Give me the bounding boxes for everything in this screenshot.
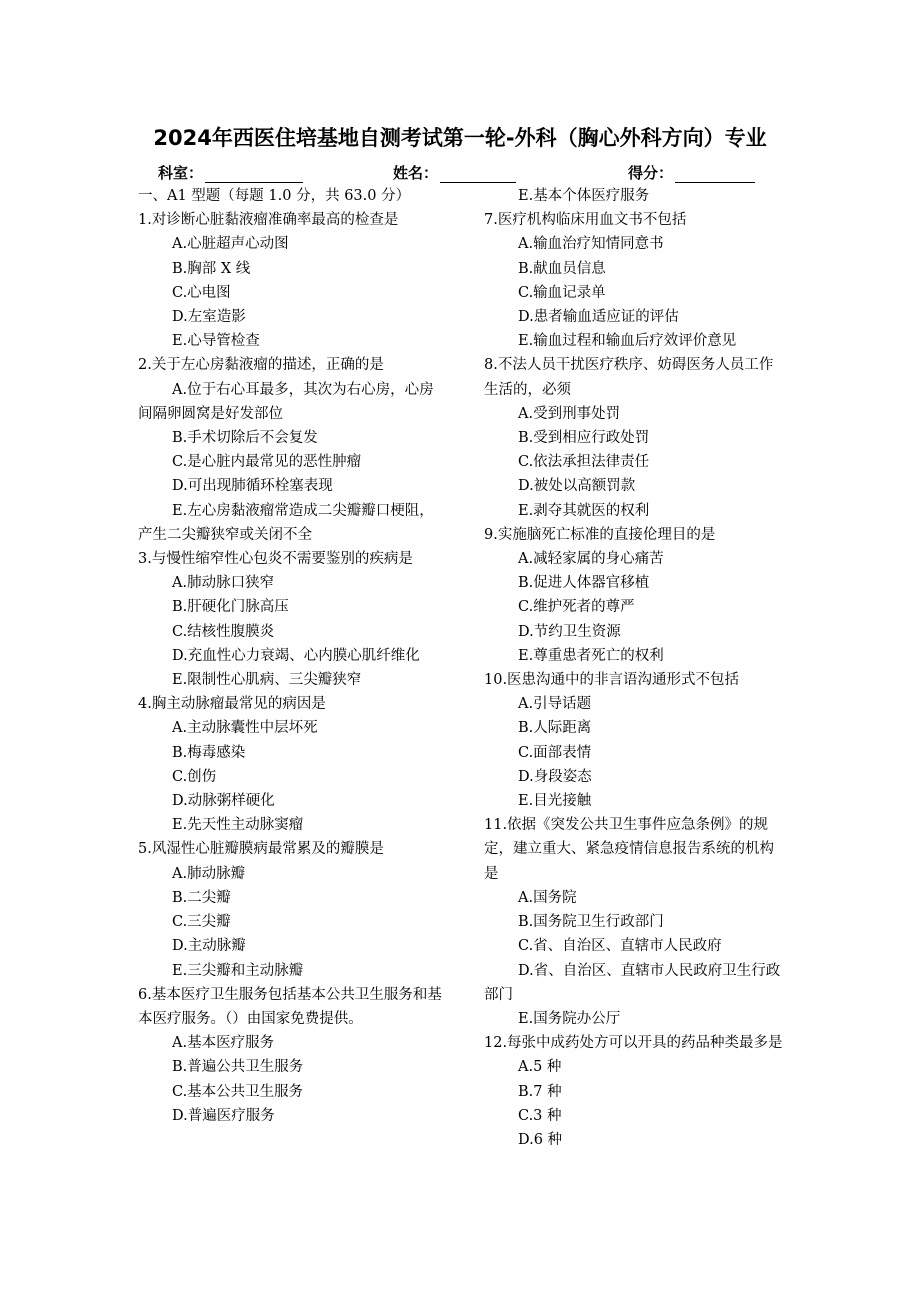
q2-option-e[interactable]: E.左心房黏液瘤常造成二尖瓣瓣口梗阻，产生二尖瓣狭窄或关闭不全 [138,502,434,543]
q7-option-d[interactable]: D.患者输血适应证的评估 [518,309,679,326]
question-12: 12.每张中成药处方可以开具的药品种类最多是 [484,1035,783,1052]
q1-option-a[interactable]: A.心脏超声心动图 [172,236,289,253]
question-8: 8.不法人员干扰医疗秩序、妨碍医务人员工作生活的，必须 [484,357,774,398]
q8-option-a[interactable]: A.受到刑事处罚 [518,405,621,422]
q12-option-d[interactable]: D.6 种 [518,1131,563,1148]
q6-option-e[interactable]: E.基本个体医疗服务 [518,188,650,204]
q11-option-a[interactable]: A.国务院 [518,889,577,906]
q5-option-d[interactable]: D.主动脉瓣 [172,938,246,955]
question-2: 2.关于左心房黏液瘤的描述，正确的是 [138,357,384,374]
q6-option-a[interactable]: A.基本医疗服务 [172,1035,275,1052]
q9-option-b[interactable]: B.促进人体器官移植 [518,575,650,592]
q5-option-a[interactable]: A.肺动脉瓣 [172,865,246,882]
q12-option-a[interactable]: A.5 种 [518,1059,562,1076]
q2-option-a[interactable]: A.位于右心耳最多，其次为右心房，心房间隔卵圆窝是好发部位 [138,381,434,422]
q1-option-b[interactable]: B.胸部 X 线 [172,260,251,277]
q10-option-c[interactable]: C.面部表情 [518,744,592,761]
q3-option-b[interactable]: B.肝硬化门脉高压 [172,599,289,616]
q7-option-c[interactable]: C.输血记录单 [518,284,606,301]
q12-option-c[interactable]: C.3 种 [518,1107,562,1124]
name-field [393,162,516,183]
q9-option-c[interactable]: C.维护死者的尊严 [518,599,635,616]
q10-option-b[interactable]: B.人际距离 [518,720,592,737]
q4-option-b[interactable]: B.梅毒感染 [172,744,246,761]
question-1: 1.对诊断心脏黏液瘤准确率最高的检查是 [138,212,399,229]
q6-option-c[interactable]: C.基本公共卫生服务 [172,1083,304,1100]
q11-option-b[interactable]: B.国务院卫生行政部门 [518,914,664,931]
question-9: 9.实施脑死亡标准的直接伦理目的是 [484,526,716,543]
dept-field [158,162,303,183]
question-11: 11.依据《突发公共卫生事件应急条例》的规定，建立重大、紧急疫情信息报告系统的机构是 [484,817,774,882]
q4-option-e[interactable]: E.先天性主动脉窦瘤 [172,817,304,834]
name-label: 姓名： [393,164,439,182]
q4-option-d[interactable]: D.动脉粥样硬化 [172,793,275,810]
score-blank[interactable] [675,165,755,183]
question-7: 7.医疗机构临床用血文书不包括 [484,212,687,229]
dept-blank[interactable] [205,165,303,183]
q8-option-c[interactable]: C.依法承担法律责任 [518,454,650,471]
q10-option-d[interactable]: D.身段姿态 [518,768,592,785]
q5-option-e[interactable]: E.三尖瓣和主动脉瓣 [172,962,304,979]
q7-option-e[interactable]: E.输血过程和输血后疗效评价意见 [518,333,737,350]
dept-label: 科室： [158,164,204,182]
q12-option-b[interactable]: B.7 种 [518,1083,562,1100]
q2-option-d[interactable]: D.可出现肺循环栓塞表现 [172,478,333,495]
question-3: 3.与慢性缩窄性心包炎不需要鉴别的疾病是 [138,551,413,568]
q8-option-d[interactable]: D.被处以高额罚款 [518,478,636,495]
q2-option-b[interactable]: B.手术切除后不会复发 [172,430,318,447]
q1-option-e[interactable]: E.心导管检查 [172,333,260,350]
q1-option-c[interactable]: C.心电图 [172,284,231,301]
q5-option-b[interactable]: B.二尖瓣 [172,889,231,906]
q7-option-b[interactable]: B.献血员信息 [518,260,606,277]
question-5: 5.风湿性心脏瓣膜病最常累及的瓣膜是 [138,841,384,858]
right-column [484,184,784,1152]
left-column [138,184,442,1128]
q4-option-a[interactable]: A.主动脉囊性中层坏死 [172,720,318,737]
q6-option-d[interactable]: D.普遍医疗服务 [172,1107,275,1124]
q6-option-b[interactable]: B.普遍公共卫生服务 [172,1059,304,1076]
q9-option-d[interactable]: D.节约卫生资源 [518,623,621,640]
q10-option-a[interactable]: A.引导话题 [518,696,592,713]
q4-option-c[interactable]: C.创伤 [172,768,217,785]
q3-option-c[interactable]: C.结核性腹膜炎 [172,623,275,640]
q2-option-c[interactable]: C.是心脏内最常见的恶性肿瘤 [172,454,362,471]
q10-option-e[interactable]: E.目光接触 [518,793,592,810]
q3-option-e[interactable]: E.限制性心肌病、三尖瓣狭窄 [172,672,362,689]
score-field [628,162,755,183]
q3-option-d[interactable]: D.充血性心力衰竭、心内膜心肌纤维化 [172,647,420,664]
q11-option-d[interactable]: D.省、自治区、直辖市人民政府卫生行政部门 [484,962,781,1003]
name-blank[interactable] [440,165,516,183]
q7-option-a[interactable]: A.输血治疗知情同意书 [518,236,664,253]
q11-option-c[interactable]: C.省、自治区、直辖市人民政府 [518,938,722,955]
question-6: 6.基本医疗卫生服务包括基本公共卫生服务和基本医疗服务。（）由国家免费提供。 [138,986,442,1027]
q11-option-e[interactable]: E.国务院办公厅 [518,1010,621,1027]
score-label: 得分： [628,164,674,182]
q8-option-e[interactable]: E.剥夺其就医的权利 [518,502,650,519]
q5-option-c[interactable]: C.三尖瓣 [172,914,231,931]
page-title: 2024年西医住培基地自测考试第一轮-外科（胸心外科方向）专业 [153,126,767,150]
q3-option-a[interactable]: A.肺动脉口狭窄 [172,575,275,592]
q1-option-d[interactable]: D.左室造影 [172,309,246,326]
q9-option-a[interactable]: A.减轻家属的身心痛苦 [518,551,664,568]
section-heading: 一、A1 型题（每题 1.0 分，共 63.0 分） [138,188,411,204]
q8-option-b[interactable]: B.受到相应行政处罚 [518,430,650,447]
q9-option-e[interactable]: E.尊重患者死亡的权利 [518,647,664,664]
question-4: 4.胸主动脉瘤最常见的病因是 [138,696,326,713]
question-10: 10.医患沟通中的非言语沟通形式不包括 [484,672,740,689]
